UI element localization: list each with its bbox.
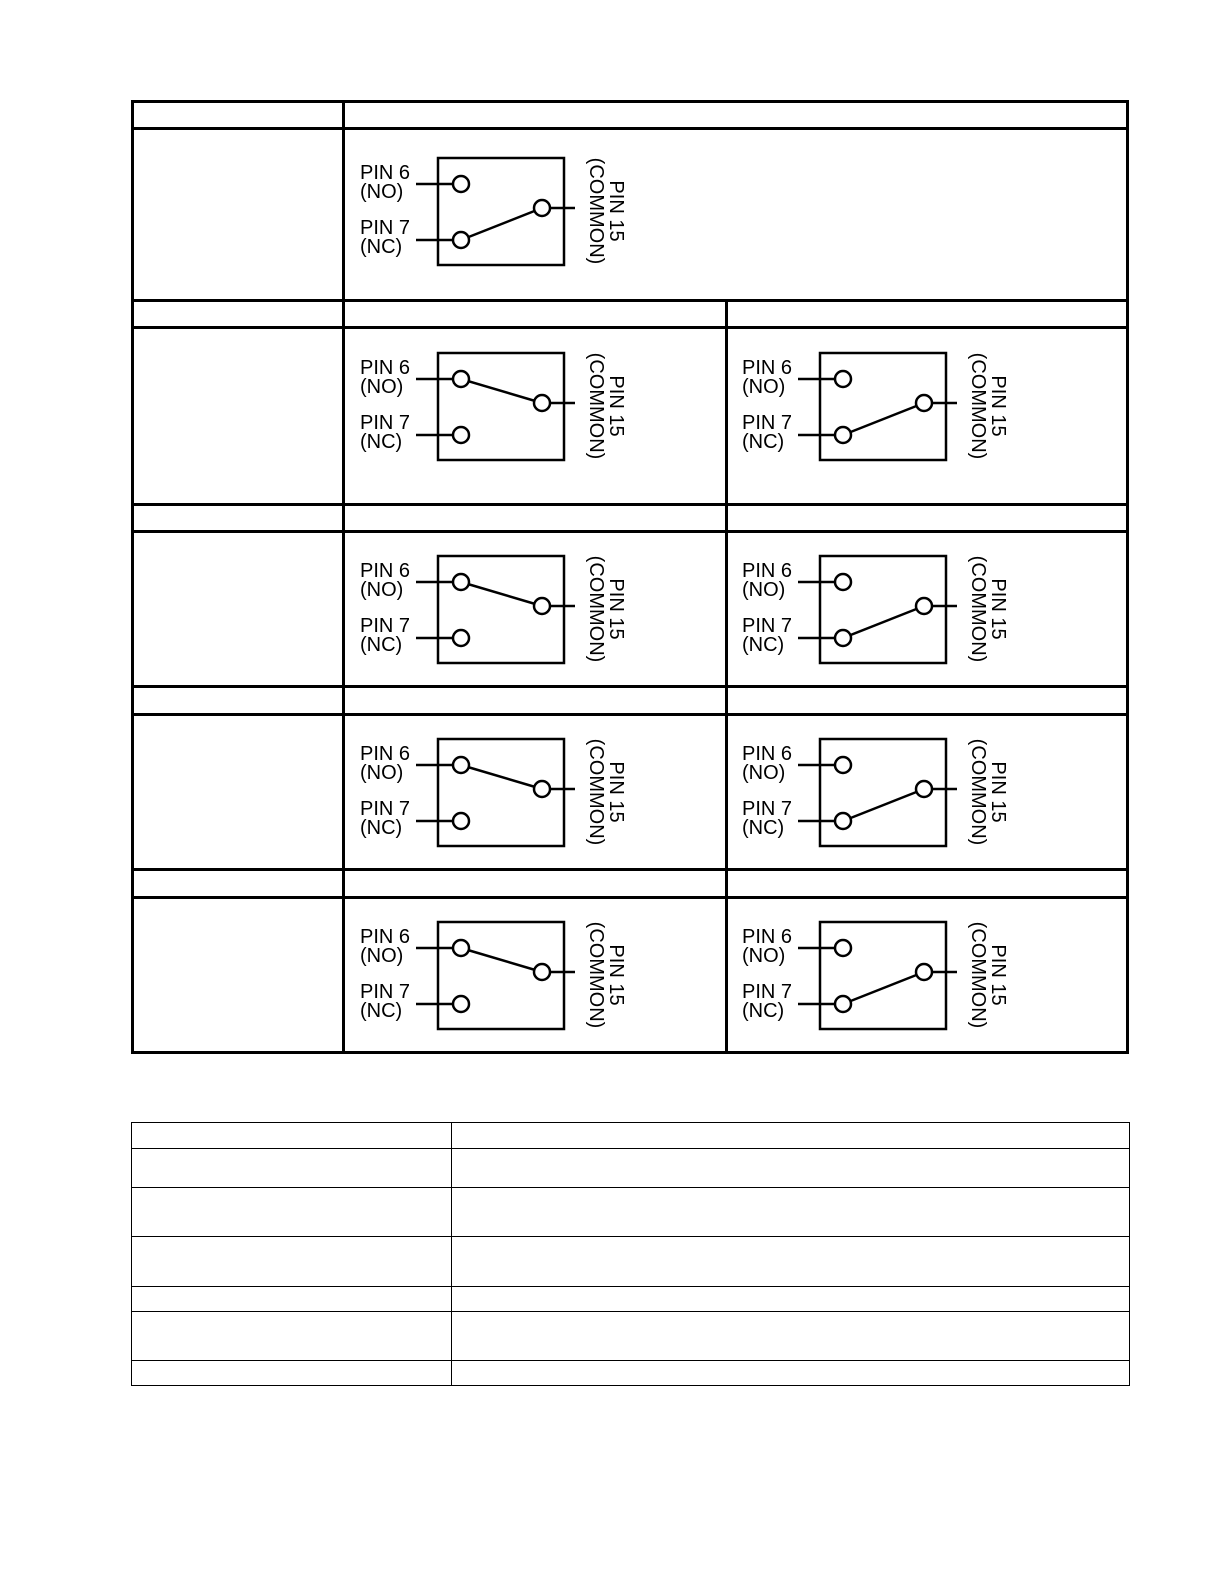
nc-tag-label: (NC) bbox=[742, 431, 785, 453]
table1-col-divider-1 bbox=[342, 100, 345, 1054]
relay-symbol bbox=[358, 350, 648, 490]
common-tag-label: (COMMON) bbox=[585, 921, 607, 1029]
no-pin-label: PIN 6 bbox=[360, 560, 411, 582]
table2-row-divider bbox=[131, 1187, 1130, 1188]
no-pin-label: PIN 6 bbox=[360, 743, 411, 765]
no-contact bbox=[453, 371, 469, 387]
common-tag-label: (COMMON) bbox=[967, 738, 989, 846]
no-tag-label: (NO) bbox=[360, 762, 404, 784]
switch-arm bbox=[461, 208, 542, 240]
no-tag-label: (NO) bbox=[742, 376, 786, 398]
table2-row-divider bbox=[131, 1148, 1130, 1149]
common-contact bbox=[534, 395, 550, 411]
no-contact bbox=[453, 757, 469, 773]
relay-symbol bbox=[358, 553, 648, 693]
nc-tag-label: (NC) bbox=[360, 431, 403, 453]
no-tag-label: (NO) bbox=[742, 579, 786, 601]
nc-contact bbox=[835, 427, 851, 443]
common-tag-label: (COMMON) bbox=[585, 738, 607, 846]
no-tag-label: (NO) bbox=[742, 945, 786, 967]
table1-col-divider-2 bbox=[725, 300, 728, 1054]
table1-row-divider bbox=[131, 896, 1129, 899]
relay-symbol bbox=[358, 736, 648, 876]
common-contact bbox=[916, 781, 932, 797]
switch-arm bbox=[843, 403, 924, 435]
nc-contact bbox=[835, 630, 851, 646]
no-pin-label: PIN 6 bbox=[360, 926, 411, 948]
nc-pin-label: PIN 7 bbox=[360, 412, 411, 434]
no-contact bbox=[835, 940, 851, 956]
no-contact bbox=[835, 574, 851, 590]
table1-row-divider bbox=[131, 530, 1129, 533]
nc-contact bbox=[453, 996, 469, 1012]
no-contact bbox=[835, 757, 851, 773]
common-tag-label: (COMMON) bbox=[967, 352, 989, 460]
switch-arm bbox=[461, 765, 542, 789]
table2-row-divider bbox=[131, 1286, 1130, 1287]
table1-border-right bbox=[1126, 100, 1129, 1054]
table1-row-divider bbox=[131, 503, 1129, 506]
nc-contact bbox=[835, 996, 851, 1012]
no-tag-label: (NO) bbox=[742, 762, 786, 784]
relay-diagram-closed-nc bbox=[740, 736, 1030, 876]
common-tag-label: (COMMON) bbox=[585, 157, 607, 265]
no-pin-label: PIN 6 bbox=[360, 357, 411, 379]
no-tag-label: (NO) bbox=[360, 945, 404, 967]
nc-contact bbox=[453, 232, 469, 248]
common-contact bbox=[916, 598, 932, 614]
table2-row-divider bbox=[131, 1236, 1130, 1237]
no-tag-label: (NO) bbox=[360, 181, 404, 203]
common-pin-label: PIN 15 bbox=[605, 180, 627, 242]
nc-contact bbox=[453, 630, 469, 646]
table2-border-left bbox=[131, 1122, 132, 1386]
table2-row-divider bbox=[131, 1360, 1130, 1361]
nc-pin-label: PIN 7 bbox=[360, 217, 411, 239]
switch-arm bbox=[843, 606, 924, 638]
table2-row-divider bbox=[131, 1311, 1130, 1312]
common-contact bbox=[916, 395, 932, 411]
no-contact bbox=[453, 574, 469, 590]
common-contact bbox=[916, 964, 932, 980]
no-contact bbox=[453, 176, 469, 192]
no-pin-label: PIN 6 bbox=[742, 926, 793, 948]
nc-pin-label: PIN 7 bbox=[742, 798, 793, 820]
nc-tag-label: (NC) bbox=[742, 817, 785, 839]
relay-symbol bbox=[740, 736, 1030, 876]
relay-diagram-closed-nc bbox=[740, 350, 1030, 490]
no-tag-label: (NO) bbox=[360, 376, 404, 398]
nc-pin-label: PIN 7 bbox=[742, 615, 793, 637]
table2-border-right bbox=[1129, 1122, 1130, 1386]
relay-symbol bbox=[740, 350, 1030, 490]
table2-border-top bbox=[131, 1122, 1130, 1123]
common-contact bbox=[534, 964, 550, 980]
no-contact bbox=[835, 371, 851, 387]
switch-arm bbox=[461, 379, 542, 403]
relay-diagram-closed-nc bbox=[740, 553, 1030, 693]
relay-diagram-closed-no bbox=[358, 919, 648, 1059]
table2-border-bottom bbox=[131, 1385, 1130, 1386]
common-tag-label: (COMMON) bbox=[585, 555, 607, 663]
nc-tag-label: (NC) bbox=[360, 634, 403, 656]
nc-tag-label: (NC) bbox=[360, 817, 403, 839]
table1-row-divider bbox=[131, 127, 1129, 130]
common-tag-label: (COMMON) bbox=[967, 555, 989, 663]
relay-diagram-closed-no bbox=[358, 350, 648, 490]
table1-row-divider bbox=[131, 713, 1129, 716]
no-tag-label: (NO) bbox=[360, 579, 404, 601]
table2-col-divider bbox=[451, 1122, 452, 1386]
relay-symbol bbox=[358, 155, 648, 295]
no-pin-label: PIN 6 bbox=[742, 357, 793, 379]
table1-row-divider bbox=[131, 326, 1129, 329]
common-pin-label: PIN 15 bbox=[605, 375, 627, 437]
common-pin-label: PIN 15 bbox=[987, 761, 1009, 823]
common-pin-label: PIN 15 bbox=[987, 578, 1009, 640]
common-contact bbox=[534, 598, 550, 614]
common-pin-label: PIN 15 bbox=[605, 578, 627, 640]
table1-row-divider bbox=[131, 299, 1129, 302]
no-pin-label: PIN 6 bbox=[742, 743, 793, 765]
relay-diagram-closed-nc bbox=[358, 155, 648, 295]
nc-pin-label: PIN 7 bbox=[360, 798, 411, 820]
common-pin-label: PIN 15 bbox=[987, 944, 1009, 1006]
nc-pin-label: PIN 7 bbox=[742, 981, 793, 1003]
common-tag-label: (COMMON) bbox=[585, 352, 607, 460]
switch-arm bbox=[843, 789, 924, 821]
common-tag-label: (COMMON) bbox=[967, 921, 989, 1029]
common-pin-label: PIN 15 bbox=[987, 375, 1009, 437]
nc-pin-label: PIN 7 bbox=[360, 615, 411, 637]
relay-symbol bbox=[740, 553, 1030, 693]
relay-diagram-closed-nc bbox=[740, 919, 1030, 1059]
common-contact bbox=[534, 781, 550, 797]
no-pin-label: PIN 6 bbox=[360, 162, 411, 184]
table1-border-top bbox=[131, 100, 1129, 103]
relay-symbol bbox=[358, 919, 648, 1059]
no-contact bbox=[453, 940, 469, 956]
nc-pin-label: PIN 7 bbox=[742, 412, 793, 434]
relay-diagram-closed-no bbox=[358, 553, 648, 693]
nc-pin-label: PIN 7 bbox=[360, 981, 411, 1003]
switch-arm bbox=[461, 582, 542, 606]
no-pin-label: PIN 6 bbox=[742, 560, 793, 582]
nc-tag-label: (NC) bbox=[360, 236, 403, 258]
nc-contact bbox=[453, 427, 469, 443]
nc-tag-label: (NC) bbox=[360, 1000, 403, 1022]
relay-symbol bbox=[740, 919, 1030, 1059]
nc-contact bbox=[453, 813, 469, 829]
nc-tag-label: (NC) bbox=[742, 1000, 785, 1022]
switch-arm bbox=[843, 972, 924, 1004]
table1-border-left bbox=[131, 100, 134, 1054]
switch-arm bbox=[461, 948, 542, 972]
nc-contact bbox=[835, 813, 851, 829]
nc-tag-label: (NC) bbox=[742, 634, 785, 656]
common-pin-label: PIN 15 bbox=[605, 761, 627, 823]
common-contact bbox=[534, 200, 550, 216]
relay-diagram-closed-no bbox=[358, 736, 648, 876]
common-pin-label: PIN 15 bbox=[605, 944, 627, 1006]
